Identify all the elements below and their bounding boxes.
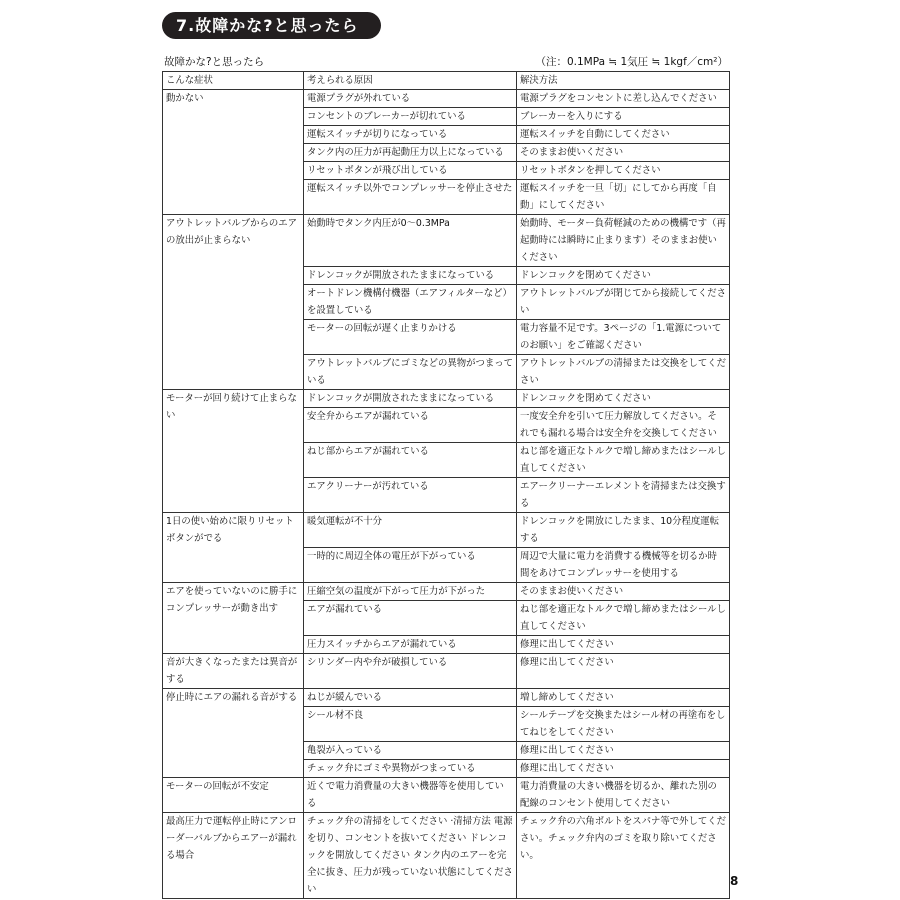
symptom-cell: モーターの回転が不安定: [163, 778, 304, 813]
cause-cell: シリンダー内や弁が破損している: [304, 654, 517, 689]
cause-cell: 運転スイッチが切りになっている: [304, 126, 517, 144]
table-row: [163, 778, 730, 813]
unit-note: （注：0.1MPa ≒ 1気圧 ≒ 1kgf／cm²）: [535, 56, 728, 68]
symptom-cell: エアを使っていないのに勝手にコンプレッサーが動き出す: [163, 583, 304, 654]
cause-cell: 近くで電力消費量の大きい機器等を使用している: [304, 778, 517, 813]
cause-cell: チェック弁にゴミや異物がつまっている: [304, 760, 517, 778]
cause-cell: コンセントのブレーカーが切れている: [304, 108, 517, 126]
solution-cell: ドレンコックを閉めてください: [517, 267, 730, 285]
solution-cell: 修理に出してください: [517, 742, 730, 760]
solution-cell: 周辺で大量に電力を消費する機械等を切るか時間をあけてコンプレッサーを使用する: [517, 548, 730, 583]
cause-cell: エアが漏れている: [304, 601, 517, 636]
table-row: [163, 689, 730, 707]
cause-cell: オートドレン機構付機器（エアフィルターなど）を設置している: [304, 285, 517, 320]
cause-cell: 電源プラグが外れている: [304, 90, 517, 108]
solution-cell: ドレンコックを開放にしたまま、10分程度運転する: [517, 513, 730, 548]
solution-cell: ねじ部を適正なトルクで増し締めまたはシールし直してください: [517, 443, 730, 478]
cause-cell: ドレンコックが開放されたままになっている: [304, 390, 517, 408]
cause-cell: 安全弁からエアが漏れている: [304, 408, 517, 443]
symptom-cell: 最高圧力で運転停止時にアンローダーバルブからエアーが漏れる場合: [163, 813, 304, 899]
symptom-cell: 音が大きくなったまたは異音がする: [163, 654, 304, 689]
table-row: [163, 215, 730, 267]
solution-cell: アウトレットバルブの清掃または交換をしてください: [517, 355, 730, 390]
cause-cell: ドレンコックが開放されたままになっている: [304, 267, 517, 285]
cause-cell: 始動時でタンク内圧が0〜0.3MPa: [304, 215, 517, 267]
solution-cell: 運転スイッチを自動にしてください: [517, 126, 730, 144]
solution-cell: 一度安全弁を引いて圧力解放してください。それでも漏れる場合は安全弁を交換してください: [517, 408, 730, 443]
symptom-cell: 動かない: [163, 90, 304, 215]
cause-cell: ねじ部からエアが漏れている: [304, 443, 517, 478]
cause-cell: リセットボタンが飛び出している: [304, 162, 517, 180]
page-number: 8: [730, 874, 739, 888]
solution-cell: ドレンコックを閉めてください: [517, 390, 730, 408]
solution-cell: そのままお使いください: [517, 583, 730, 601]
cause-cell: 一時的に周辺全体の電圧が下がっている: [304, 548, 517, 583]
solution-cell: 修理に出してください: [517, 760, 730, 778]
cause-cell: チェック弁の清掃をしてください ·清掃方法 電源を切り、コンセントを抜いてください ドレンコックを開放してください タンク内のエアーを完全に抜き、圧力が残っていない状態にしてください: [304, 813, 517, 899]
column-header-solution: 解決方法: [517, 72, 730, 90]
table-row: [163, 654, 730, 689]
table-row: [163, 513, 730, 548]
cause-cell: エアクリーナーが汚れている: [304, 478, 517, 513]
table-header-row: [163, 72, 730, 90]
table-row: [163, 583, 730, 601]
solution-cell: シールテープを交換またはシール材の再塗布をしてねじをしてください: [517, 707, 730, 742]
solution-cell: ブレーカーを入りにする: [517, 108, 730, 126]
cause-cell: 運転スイッチ以外でコンプレッサーを停止させた: [304, 180, 517, 215]
table-row: [163, 90, 730, 108]
solution-cell: 修理に出してください: [517, 654, 730, 689]
cause-cell: 亀裂が入っている: [304, 742, 517, 760]
solution-cell: 電力消費量の大きい機器を切るか、離れた別の配線のコンセント使用してください: [517, 778, 730, 813]
cause-cell: タンク内の圧力が再起動圧力以上になっている: [304, 144, 517, 162]
solution-cell: 修理に出してください: [517, 636, 730, 654]
solution-cell: 増し締めしてください: [517, 689, 730, 707]
cause-cell: モーターの回転が遅く止まりかける: [304, 320, 517, 355]
cause-cell: ねじが緩んでいる: [304, 689, 517, 707]
solution-cell: エアークリーナーエレメントを清掃または交換する: [517, 478, 730, 513]
cause-cell: 圧縮空気の温度が下がって圧力が下がった: [304, 583, 517, 601]
symptom-cell: 停止時にエアの漏れる音がする: [163, 689, 304, 778]
cause-cell: 圧力スイッチからエアが漏れている: [304, 636, 517, 654]
section-title: 7.故障かな?と思ったら: [162, 12, 381, 39]
column-header-symptom: こんな症状: [163, 72, 304, 90]
table-row: [163, 390, 730, 408]
cause-cell: シール材不良: [304, 707, 517, 742]
column-header-cause: 考えられる原因: [304, 72, 517, 90]
troubleshooting-table: [162, 71, 730, 899]
cause-cell: 暖気運転が不十分: [304, 513, 517, 548]
solution-cell: 運転スイッチを一旦「切」にしてから再度「自動」にしてください: [517, 180, 730, 215]
table-row: [163, 813, 730, 899]
symptom-cell: モーターが回り続けて止まらない: [163, 390, 304, 513]
solution-cell: 電源プラグをコンセントに差し込んでください: [517, 90, 730, 108]
symptom-cell: 1日の使い始めに限りリセットボタンがでる: [163, 513, 304, 583]
solution-cell: 電力容量不足です。3ページの「1.電源についてのお願い」をご確認ください: [517, 320, 730, 355]
solution-cell: 始動時、モーター負荷軽減のための機構です（再起動時には瞬時に止まります）そのままお使いください: [517, 215, 730, 267]
solution-cell: リセットボタンを押してください: [517, 162, 730, 180]
table-caption: 故障かな?と思ったら: [164, 56, 265, 68]
solution-cell: チェック弁の六角ボルトをスパナ等で外してください。チェック弁内のゴミを取り除いてください。: [517, 813, 730, 899]
symptom-cell: アウトレットバルブからのエアの放出が止まらない: [163, 215, 304, 390]
cause-cell: アウトレットバルブにゴミなどの異物がつまっている: [304, 355, 517, 390]
solution-cell: そのままお使いください: [517, 144, 730, 162]
solution-cell: ねじ部を適正なトルクで増し締めまたはシールし直してください: [517, 601, 730, 636]
solution-cell: アウトレットバルブが閉じてから接続してください: [517, 285, 730, 320]
